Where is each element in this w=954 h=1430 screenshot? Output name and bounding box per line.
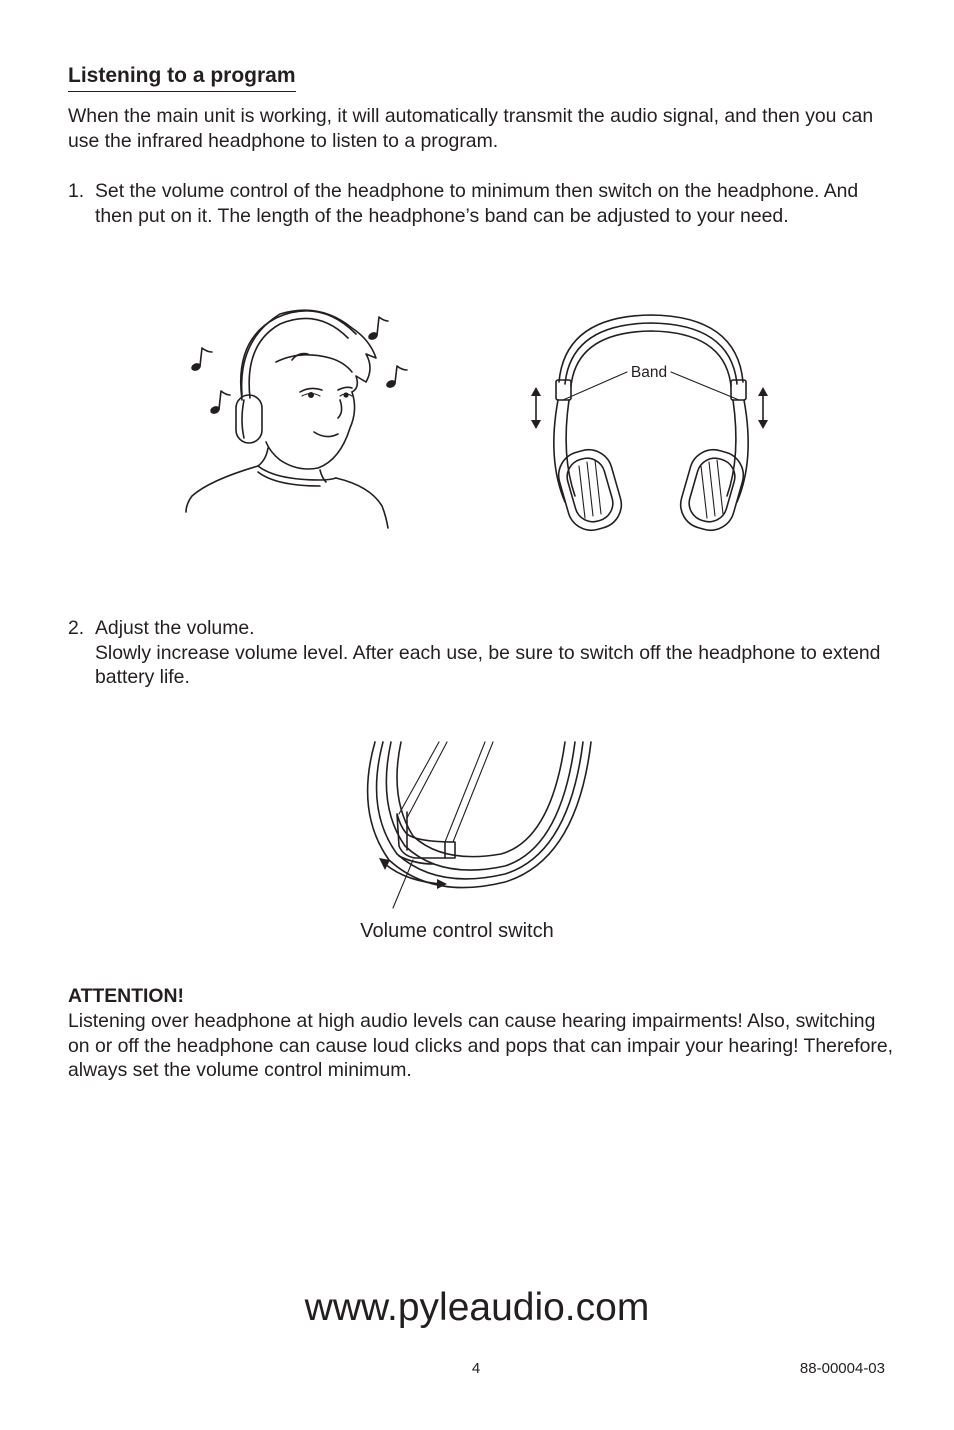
intro-paragraph: When the main unit is working, it will automatically transmit the audio signal, and then you can use the infrared headphone to listen to a program. — [68, 105, 874, 152]
step-2-number: 2. — [68, 617, 85, 639]
step-1-text: Set the volume control of the headphone to minimum then switch on the headphone. And then put on it. The length of the headphone’s band can be adjusted to your need. — [95, 180, 859, 227]
music-note-icon — [190, 348, 212, 372]
music-note-icon — [367, 317, 388, 341]
document-number: 88-00004-03 — [799, 1360, 885, 1377]
step-2 — [68, 616, 898, 690]
music-note-icon — [209, 391, 230, 415]
band-label: Band — [630, 364, 668, 381]
adjust-arrow-icon — [531, 387, 541, 429]
attention-title: ATTENTION! — [68, 985, 184, 1007]
step-2-text: Slowly increase volume level. After each use, be sure to switch off the headphone to extend battery life. — [95, 641, 881, 688]
step-2-title: Adjust the volume. — [95, 617, 255, 639]
section-title: Listening to a program — [68, 64, 296, 92]
step-1 — [68, 179, 898, 228]
volume-control-label: Volume control switch — [360, 920, 554, 942]
music-note-icon — [385, 366, 407, 389]
attention-text: Listening over headphone at high audio levels can cause hearing impairments! Also, switching on or off the headphone can cause loud clicks and pops that can impair your hearing! Therefore, always set the volume control minimum. — [68, 1010, 893, 1081]
website-url: www.pyleaudio.com — [304, 1286, 650, 1329]
page-number: 4 — [471, 1360, 481, 1377]
volume-control-illustration — [355, 742, 595, 942]
adjust-arrow-icon — [758, 387, 768, 429]
headphone-band-illustration — [525, 310, 775, 535]
step-1-number: 1. — [68, 180, 85, 202]
person-with-headphones-illustration — [180, 300, 410, 535]
